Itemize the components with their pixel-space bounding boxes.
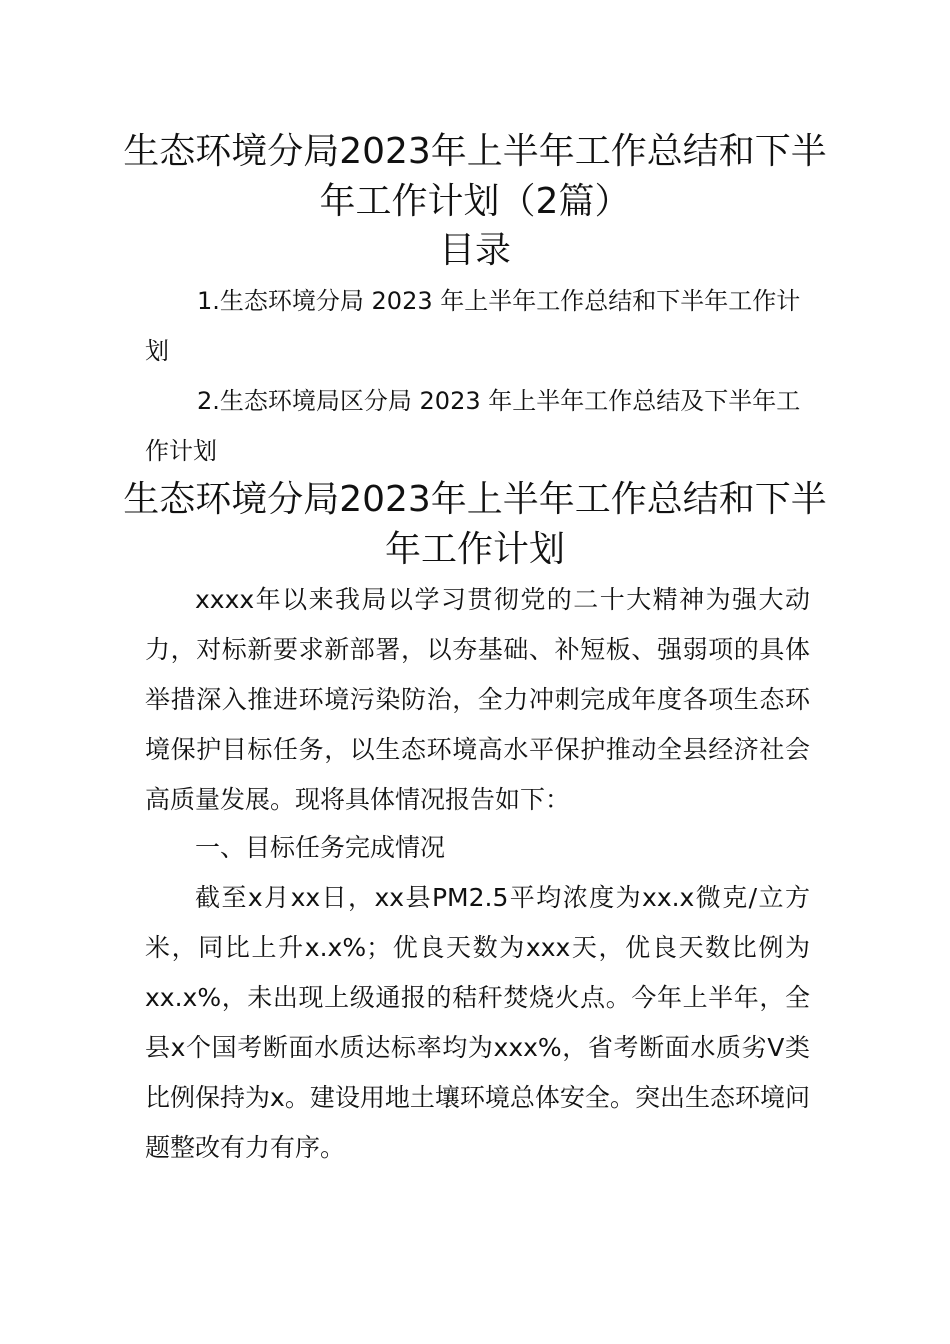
intro-paragraph: xxxx年以来我局以学习贯彻党的二十大精神为强大动力，对标新要求新部署，以夯基础、补短板、强弱项的具体举措深入推进环境污染防治，全力冲刺完成年度各项生态环境保护目标任务，以生态环境高水平保护推动全县经济社会高质量发展。现将具体情况报告如下： — [145, 585, 810, 814]
section-heading: 一、目标任务完成情况 — [195, 833, 446, 862]
section-paragraph: 截至x月xx日，xx县PM2.5平均浓度为xx.x微克/立方米，同比上升x.x%；优良天数为xxx天，优良天数比例为xx.x%，未出现上级通报的秸秆焚烧火点。今年上半年，全县x个国考断面水质达标率均为xxx%，省考断面水质劣Ⅴ类比例保持为x。建设用地土壤环境总体安全。突出生态环境问题整改有力有序。 — [145, 883, 810, 1162]
article-title: 生态环境分局2023年上半年工作总结和下半年工作计划 — [123, 479, 827, 570]
main-title: 生态环境分局2023年上半年工作总结和下半年工作计划（2篇） — [123, 131, 827, 222]
toc-heading: 目录 — [438, 230, 511, 271]
toc-item-2: 2.生态环境局区分局 2023 年上半年工作总结及下半年工作计划 — [145, 387, 801, 465]
toc-item-1: 1.生态环境分局 2023 年上半年工作总结和下半年工作计划 — [145, 287, 801, 365]
